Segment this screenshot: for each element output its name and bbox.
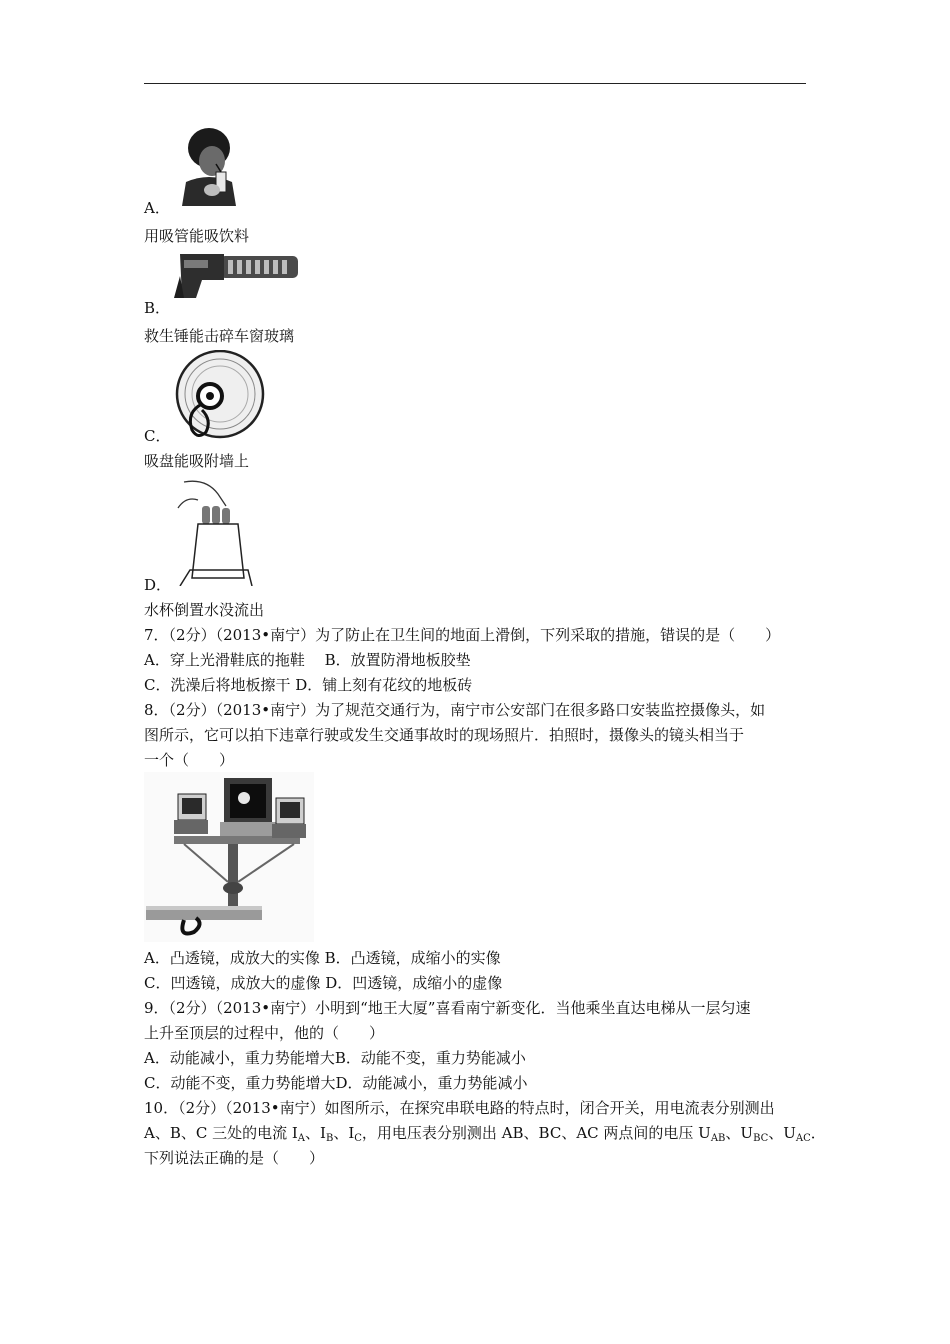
q6-option-d-caption: 水杯倒置水没流出 (144, 601, 265, 619)
suction-cup-image (172, 350, 266, 442)
q9-options-row2: C．动能不变，重力势能增大D．动能减小，重力势能减小 (144, 1074, 528, 1092)
q10-stem-line1: 10．（2分）（2013•南宁）如图所示，在探究串联电路的特点时，闭合开关，用电流表分别测出 (144, 1099, 775, 1117)
q6-option-a-caption: 用吸管能吸饮料 (144, 227, 250, 245)
q8-stem-line1: 8．（2分）（2013•南宁）为了规范交通行为，南宁市公安部门在很多路口安装监控摄像头，如 (144, 701, 766, 719)
q9-options-row1: A．动能减小，重力势能增大B．动能不变，重力势能减小 (144, 1049, 526, 1067)
traffic-camera-image (144, 772, 314, 942)
q6-option-a-letter: A． (144, 199, 170, 217)
q7-options-row1: A．穿上光滑鞋底的拖鞋 B．放置防滑地板胶垫 (144, 651, 471, 669)
q9-stem-line2: 上升至顶层的过程中，他的（ ） (144, 1024, 385, 1042)
q10-stem-line2: A、B、C 三处的电流 $I_A$、$I_B$、$I_C$，用电压表分别测出 AB、BC、AC 两点间的电压 $U_{AB}$、$U_{BC}$、$U_{AC}$． (144, 1124, 826, 1144)
header-rule (144, 83, 806, 84)
q7-stem: 7．（2分）（2013•南宁）为了防止在卫生间的地面上滑倒，下列采取的措施，错误的是（ ） (144, 626, 781, 644)
q6-option-b-caption: 救生锤能击碎车窗玻璃 (144, 327, 295, 345)
q6-option-b-letter: B． (144, 299, 171, 317)
q6-option-c-caption: 吸盘能吸附墙上 (144, 452, 250, 470)
q8-options-row2: C．凹透镜，成放大的虚像 D．凹透镜，成缩小的虚像 (144, 974, 503, 992)
q9-stem-line1: 9．（2分）（2013•南宁）小明到“地王大厦”喜看南宁新变化．当他乘坐直达电梯从一层匀速 (144, 999, 751, 1017)
q6-option-d-letter: D． (144, 576, 172, 594)
safety-hammer-image (172, 246, 300, 304)
person-drinking-with-straw-image (176, 124, 238, 206)
inverted-water-cup-image (176, 474, 254, 586)
q6-option-c-letter: C． (144, 427, 171, 445)
q8-options-row1: A．凸透镜，成放大的实像 B．凸透镜，成缩小的实像 (144, 949, 501, 967)
q8-stem-line3: 一个（ ） (144, 751, 235, 769)
q7-options-row2: C．洗澡后将地板擦干 D．铺上刻有花纹的地板砖 (144, 676, 473, 694)
q8-stem-line2: 图所示，它可以拍下违章行驶或发生交通事故时的现场照片．拍照时，摄像头的镜头相当于 (144, 726, 745, 744)
q10-stem-line3: 下列说法正确的是（ ） (144, 1149, 325, 1167)
